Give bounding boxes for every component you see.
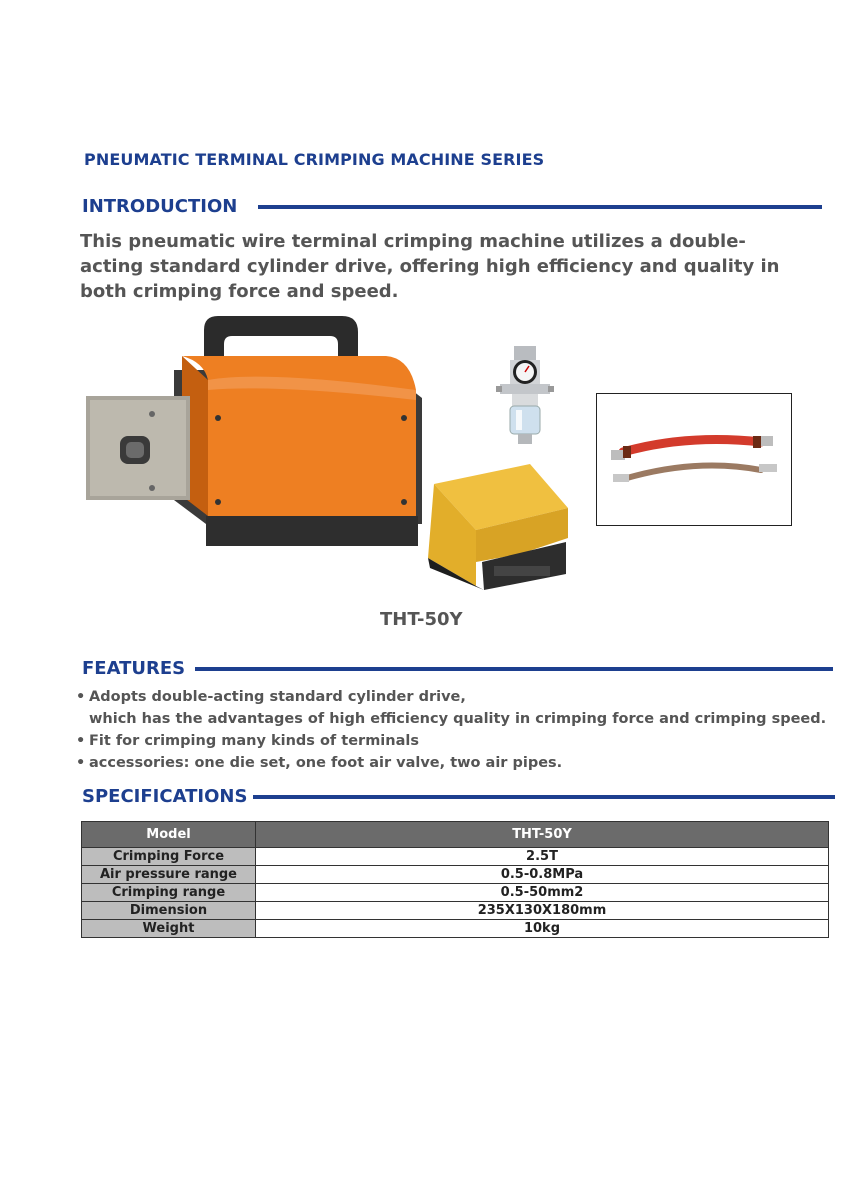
introduction-text: This pneumatic wire terminal crimping machine utilizes a double-acting standard cylinder drive, offering high efficiency and quality in both crimping force and speed. [80, 231, 780, 302]
table-row [82, 866, 829, 884]
introduction-rule [258, 205, 822, 209]
spec-value: 2.5T [256, 848, 829, 866]
table-header-row [82, 822, 829, 848]
table-header-value: THT-50Y [256, 822, 829, 848]
spec-key: Air pressure range [82, 866, 256, 884]
air-pipes-image-frame [596, 393, 792, 526]
features-list [76, 686, 826, 774]
table-header-key: Model [82, 822, 256, 848]
specifications-heading [82, 786, 835, 807]
spec-value: 10kg [256, 920, 829, 938]
features-label: FEATURES [82, 658, 186, 679]
air-pipes-image [597, 394, 791, 525]
foot-pedal-image [424, 462, 574, 592]
introduction-heading [82, 196, 822, 217]
table-row [82, 920, 829, 938]
feature-item-continuation: which has the advantages of high efficiency quality in crimping force and crimping speed. [89, 711, 827, 727]
feature-item: • Adopts double-acting standard cylinder drive, [76, 689, 466, 705]
features-rule [195, 667, 833, 671]
series-title: PNEUMATIC TERMINAL CRIMPING MACHINE SERIES [84, 150, 545, 169]
introduction-label: INTRODUCTION [82, 196, 238, 217]
specifications-table [81, 821, 829, 938]
specifications-rule [253, 795, 835, 799]
feature-item: • accessories: one die set, one foot air valve, two air pipes. [76, 755, 563, 771]
spec-key: Crimping range [82, 884, 256, 902]
specifications-label: SPECIFICATIONS [82, 786, 248, 807]
table-row [82, 848, 829, 866]
model-caption: THT-50Y [380, 609, 463, 630]
spec-value: 0.5-50mm2 [256, 884, 829, 902]
spec-key: Crimping Force [82, 848, 256, 866]
spec-key: Dimension [82, 902, 256, 920]
spec-value: 235X130X180mm [256, 902, 829, 920]
crimping-machine-image [86, 310, 426, 550]
feature-item: • Fit for crimping many kinds of terminals [76, 733, 419, 749]
air-filter-regulator-image [496, 346, 556, 446]
features-heading [82, 658, 833, 679]
spec-value: 0.5-0.8MPa [256, 866, 829, 884]
table-row [82, 902, 829, 920]
spec-key: Weight [82, 920, 256, 938]
table-row [82, 884, 829, 902]
